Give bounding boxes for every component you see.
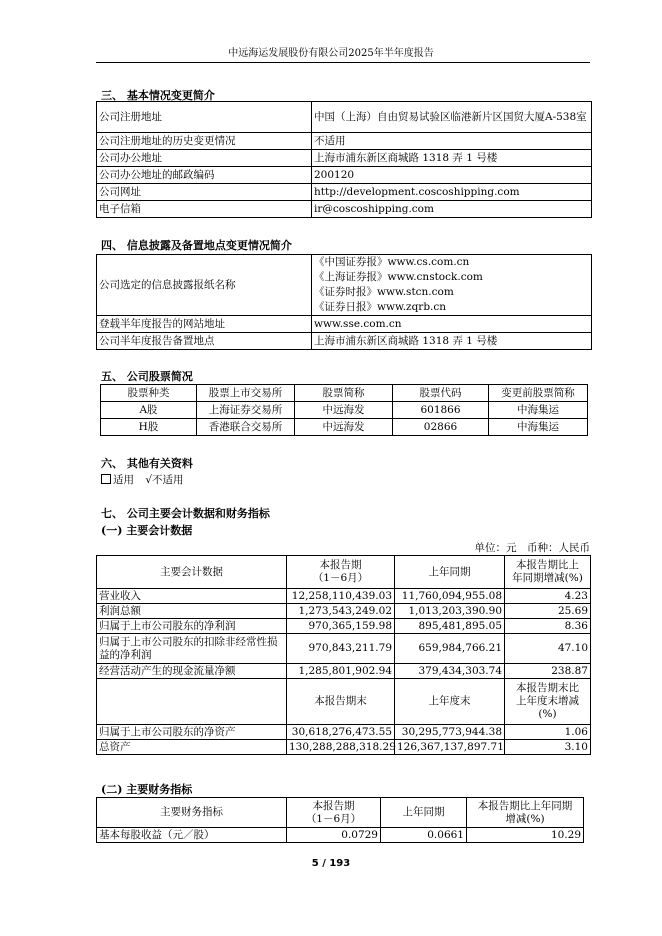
- table-cell: 公司半年度报告备置地点: [97, 333, 312, 350]
- table-cell: 归属于上市公司股东的净资产: [97, 725, 287, 740]
- table-cell: 上年同期: [381, 798, 467, 828]
- disclosure-table: [96, 254, 592, 350]
- paper-item: 《中国证券报》www.cs.com.cn: [314, 256, 470, 268]
- table-cell: 中国（上海）自由贸易试验区临港新片区国贸大厦A-538室: [312, 102, 592, 133]
- table-cell: A股: [101, 402, 197, 419]
- table-cell: 公司办公地址的邮政编码: [97, 167, 312, 184]
- table-cell: 公司办公地址: [97, 150, 312, 167]
- table-row: [97, 150, 592, 167]
- section-4-title: 四、 信息披露及备置地点变更情况简介: [101, 239, 292, 252]
- table-cell: 4.23: [505, 589, 591, 604]
- table-cell: 8.36: [505, 619, 591, 634]
- table-cell: 公司注册地址的历史变更情况: [97, 133, 312, 150]
- page-number: 5 / 193: [311, 858, 351, 869]
- table-cell: 营业收入: [97, 589, 287, 604]
- table-cell: 10.29: [467, 828, 584, 843]
- table-cell: 电子信箱: [97, 201, 312, 218]
- table-cell: 本报告期比上 年同期增减(%): [505, 556, 591, 589]
- table-cell: 30,295,773,944.38: [395, 725, 505, 740]
- header-rule: [96, 62, 590, 63]
- table-row: [97, 201, 592, 218]
- table-row: [97, 333, 592, 350]
- table-cell: 上海市浦东新区商城路 1318 弄 1 号楼: [312, 333, 592, 350]
- table-cell: 变更前股票简称: [489, 385, 588, 402]
- table-cell: 25.69: [505, 604, 591, 619]
- table-cell: 659,984,766.21: [395, 634, 505, 664]
- table-cell: 归属于上市公司股东的扣除非经常性损益的净利润: [97, 634, 287, 664]
- stock-table: [100, 384, 588, 436]
- option-not-applicable: 不适用: [152, 474, 184, 486]
- table-cell: 02866: [393, 419, 489, 436]
- table-cell: 200120: [312, 167, 592, 184]
- financial-indicator-table: [96, 797, 584, 843]
- table-cell: 601866: [393, 402, 489, 419]
- table-cell: [97, 679, 287, 725]
- table-cell: 主要会计数据: [97, 556, 287, 589]
- option-applicable: 适用: [113, 474, 134, 486]
- table-cell: 1,013,203,390.90: [395, 604, 505, 619]
- table-cell: 47.10: [505, 634, 591, 664]
- table-cell: ir@coscoshipping.com: [312, 201, 592, 218]
- table-cell: 利润总额: [97, 604, 287, 619]
- table-cell: 379,434,303.74: [395, 664, 505, 679]
- table-cell: 970,843,211.79: [287, 634, 395, 664]
- paper-list: [312, 255, 592, 316]
- table-row: [97, 725, 591, 740]
- table-row: [97, 828, 584, 843]
- table-cell: 上海证券交易所: [197, 402, 295, 419]
- table-row: [97, 184, 592, 201]
- table-cell: 中远海发: [295, 419, 393, 436]
- table-row: [97, 255, 592, 316]
- table-cell: 本报告期 （1－6月）: [287, 798, 381, 828]
- section-5-title: 五、 公司股票简况: [101, 370, 193, 383]
- table-cell: 公司注册地址: [97, 102, 312, 133]
- table-row: [97, 556, 591, 589]
- subsection-1-title: (一) 主要会计数据: [101, 524, 193, 537]
- table-cell: 经营活动产生的现金流量净额: [97, 664, 287, 679]
- table-row: [101, 419, 588, 436]
- table-cell: 1.06: [505, 725, 591, 740]
- table-cell: 3.10: [505, 740, 591, 755]
- table-cell: 中海集运: [489, 402, 588, 419]
- table-cell: 0.0661: [381, 828, 467, 843]
- table-cell: 股票代码: [393, 385, 489, 402]
- table-cell: 总资产: [97, 740, 287, 755]
- table-cell: 本报告期比上年同期 增减(%): [467, 798, 584, 828]
- accounting-data-table: [96, 555, 591, 755]
- table-row: [97, 798, 584, 828]
- page-header: 中远海运发展股份有限公司2025年半年度报告: [228, 48, 434, 59]
- table-cell: 主要财务指标: [97, 798, 287, 828]
- table-cell: www.sse.com.cn: [312, 316, 592, 333]
- table-row: [97, 664, 591, 679]
- paper-item: 《证券时报》www.stcn.com: [314, 286, 454, 298]
- basic-info-table: [96, 101, 592, 218]
- table-cell: 1,273,543,249.02: [287, 604, 395, 619]
- table-row: [97, 634, 591, 664]
- applicability-options: [101, 472, 184, 487]
- table-cell: 970,365,159.98: [287, 619, 395, 634]
- table-cell: 上年度末: [395, 679, 505, 725]
- section-6-title: 六、 其他有关资料: [101, 457, 193, 470]
- table-row: [97, 619, 591, 634]
- table-cell: 股票种类: [101, 385, 197, 402]
- section-3-title: 三、 基本情况变更简介: [101, 89, 215, 102]
- table-cell: 不适用: [312, 133, 592, 150]
- table-row: [97, 167, 592, 184]
- table-cell: 本报告期 （1－6月）: [287, 556, 395, 589]
- table-row: [97, 102, 592, 133]
- subsection-2-title: (二) 主要财务指标: [101, 783, 193, 796]
- section-7-title: 七、 公司主要会计数据和财务指标: [101, 507, 270, 520]
- table-row: [101, 402, 588, 419]
- table-cell: 归属于上市公司股东的净利润: [97, 619, 287, 634]
- table-cell: 238.87: [505, 664, 591, 679]
- table-cell: 基本每股收益（元／股）: [97, 828, 287, 843]
- table-row: [97, 316, 592, 333]
- unit-note: 单位：元 币种：人民币: [474, 542, 590, 554]
- table-row: [101, 385, 588, 402]
- table-cell: 上年同期: [395, 556, 505, 589]
- table-cell: http://development.coscoshipping.com: [312, 184, 592, 201]
- table-cell: 公司网址: [97, 184, 312, 201]
- paper-item: 《证券日报》www.zqrb.cn: [314, 301, 447, 313]
- table-cell: 30,618,276,473.55: [287, 725, 395, 740]
- table-cell: 登载半年度报告的网站地址: [97, 316, 312, 333]
- table-row: [97, 589, 591, 604]
- table-cell: 11,760,094,955.08: [395, 589, 505, 604]
- table-cell: 0.0729: [287, 828, 381, 843]
- table-cell: 上海市浦东新区商城路 1318 弄 1 号楼: [312, 150, 592, 167]
- checkbox-empty-icon: [101, 474, 111, 484]
- table-cell: 本报告期末: [287, 679, 395, 725]
- table-row: [97, 604, 591, 619]
- table-cell: 中远海发: [295, 402, 393, 419]
- table-cell: 126,367,137,897.71: [395, 740, 505, 755]
- paper-item: 《上海证券报》www.cnstock.com: [314, 271, 483, 283]
- table-cell: 香港联合交易所: [197, 419, 295, 436]
- table-row: [97, 740, 591, 755]
- table-cell: 130,288,288,318.29: [287, 740, 395, 755]
- table-cell: 本报告期末比 上年度末增减 (%): [505, 679, 591, 725]
- table-cell: 股票上市交易所: [197, 385, 295, 402]
- table-row: [97, 133, 592, 150]
- table-cell: H股: [101, 419, 197, 436]
- table-cell: 895,481,895.05: [395, 619, 505, 634]
- table-cell: 公司选定的信息披露报纸名称: [97, 255, 312, 316]
- table-cell: 股票简称: [295, 385, 393, 402]
- check-mark-icon: √: [145, 474, 153, 486]
- table-cell: 12,258,110,439.03: [287, 589, 395, 604]
- table-cell: 1,285,801,902.94: [287, 664, 395, 679]
- table-row: [97, 679, 591, 725]
- table-cell: 中海集运: [489, 419, 588, 436]
